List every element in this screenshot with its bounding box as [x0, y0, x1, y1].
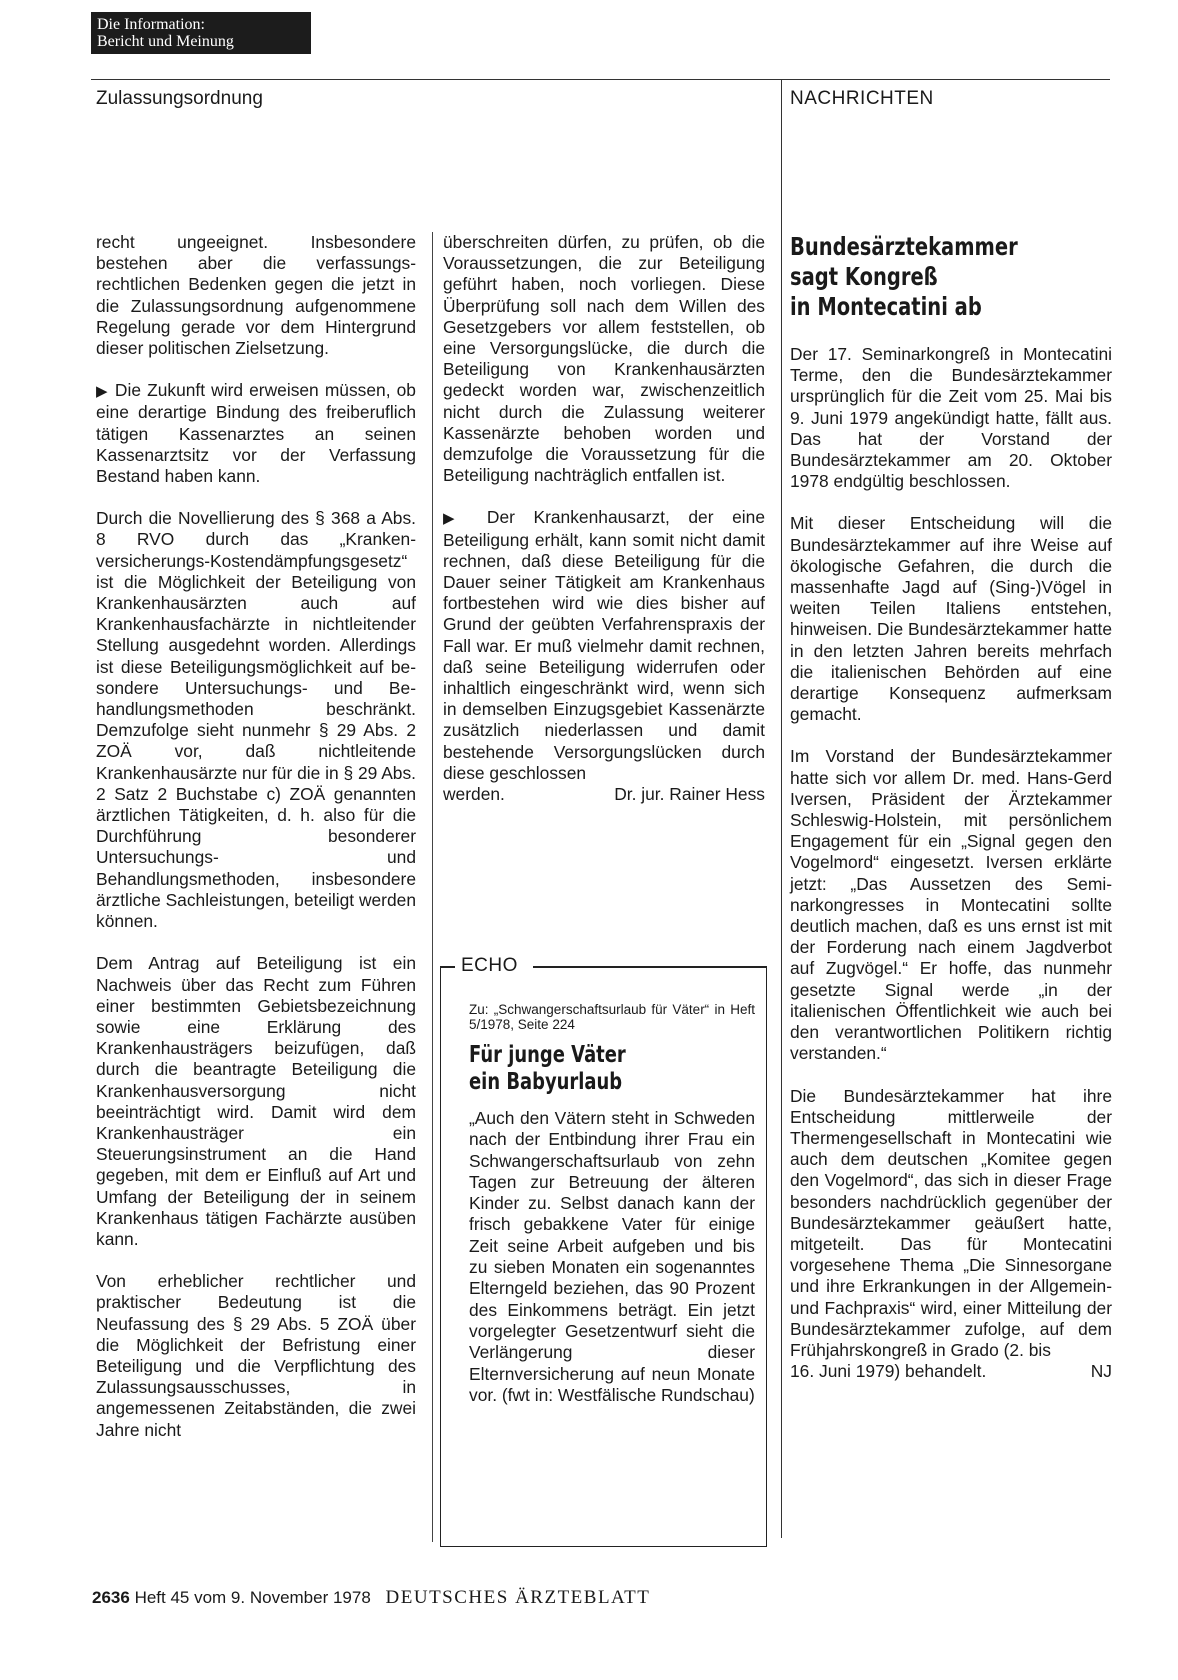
- triangle-bullet-icon: ▶: [96, 383, 109, 401]
- section-title-right: NACHRICHTEN: [790, 88, 934, 109]
- column-divider-left: [432, 232, 433, 1542]
- article-column-3: [790, 232, 1112, 1382]
- paragraph: [96, 380, 416, 487]
- column-divider-right: [781, 79, 782, 1538]
- issue-info: Heft 45 vom 9. November 1978: [134, 1588, 371, 1607]
- paragraph: Im Vorstand der Bundesärztekammer hatte sich vor allem Dr. med. Hans-Gerd Iversen, Präsident der Ärztekammer Schleswig-Holstein, mit persönlichem Engagement für ein „Signal gegen den Vogelmord“ eingesetzt. Iversen erklärte jetzt: „Das Aussetzen des Seminarkongresses in Montecatini sollte deutlich machen, daß es uns ernst ist mit der Forderung nach einem Jagdverbot auf Zugvögel.“ Er hoffe, das nunmehr gesetzte Signal werde „in der italienischen Öffentlichkeit wie auch bei den verantwortlichen Politikern richtig verstanden.“: [790, 746, 1112, 1064]
- section-title-left: Zulassungsordnung: [96, 88, 263, 109]
- last-line: werden.: [443, 784, 505, 805]
- paragraph: Von erheblicher rechtlicher und praktischer Bedeutung ist die Neufassung des § 29 Abs. 5 ZOÄ über die Möglichkeit der Befristung einer Beteiligung und die Verpflichtung des Zulassungsausschusses, in angemessenen Zeitabständen, die zwei Jahre nicht: [96, 1271, 416, 1440]
- last-line: 16. Juni 1979) behandelt.: [790, 1361, 987, 1382]
- echo-headline-line-2: ein Babyurlaub: [469, 1069, 623, 1095]
- echo-headline: [469, 1042, 750, 1096]
- paragraph: Mit dieser Entscheidung will die Bundesärztekammer auf ihre Weise auf ökologische Gefahren, die durch die massenhafte Jagd auf (Sing-)Vögel in weiten Teilen Italiens entstehen, hinweisen. Die Bundesärztekammer hatte in den letzten Jahren bereits mehrfach die italienischen Behörden auf eine derartige Konsequenz aufmerksam gemacht.: [790, 513, 1112, 725]
- echo-reference: Zu: „Schwangerschaftsurlaub für Väter“ in Heft 5/1978, Seite 224: [469, 1002, 755, 1032]
- paragraph-text: Der Krankenhausarzt, der eine Beteiligung erhält, kann somit nicht damit rechnen, daß diese Beteiligung für die Dauer seiner Tätigkeit am Krankenhaus fortbestehen wird wie dies bisher auf Grund der geübten Verfahrenspraxis der Fall war. Er muß vielmehr damit rechnen, daß seine Beteiligung widerrufen oder inhaltlich eingeschränkt wird, wenn sich in demselben Einzugsgebiet Kassenärzte zusätzlich niederlassen und damit bestehende Versorgungslücken durch diese geschlossen: [443, 507, 765, 783]
- author-line: [443, 784, 765, 805]
- closing-line: [790, 1361, 1112, 1382]
- echo-body: „Auch den Vätern steht in Schweden nach der Entbindung ihrer Frau ein Schwangerschaftsurlaub von zehn Tagen zur Betreuung der älteren Kinder zu. Selbst danach kann der frisch gebakkene Vater für einige Zeit seine Arbeit aufgeben und bis zu sieben Monaten ein sogenanntes Elterngeld beziehen, das 90 Prozent des Einkommens beträgt. Ein jetzt vorgelegter Gesetzentwurf sieht die Verlängerung dieser Elternversicherung auf neun Monate vor. (fwt in: Westfälische Rundschau): [469, 1108, 755, 1405]
- headline-line-1: Bundesärztekammer: [790, 232, 1018, 261]
- masthead-line-2: Bericht und Meinung: [97, 33, 234, 50]
- echo-border-top: [533, 966, 766, 968]
- paragraph: recht ungeeignet. Insbesondere bestehen aber die verfassungsrechtlichen Bedenken gegen die jetzt in die Zulassungsordnung aufgenommene Regelung gerade vor dem Hintergrund dieser politischen Zielsetzung.: [96, 232, 416, 359]
- article-column-1: [96, 232, 416, 1462]
- echo-label: ECHO: [461, 955, 518, 976]
- author-name: Dr. jur. Rainer Hess: [614, 784, 765, 805]
- echo-content: [469, 1002, 755, 1406]
- headline-line-3: in Montecatini ab: [790, 292, 982, 321]
- header-rule-left: [91, 79, 782, 80]
- echo-headline-line-1: Für junge Väter: [469, 1042, 626, 1068]
- paragraph: Durch die Novellierung des § 368 a Abs. 8 RVO durch das „Krankenversicherungs-Kostendämpfungsgesetz“ ist die Möglichkeit der Beteiligung von Krankenhausärzten auch auf Krankenhausfachärzte in nichtleitender Stellung ausgedehnt worden. Allerdings ist diese Beteiligungsmöglichkeit auf besondere Untersuchungs- und Behandlungsmethoden beschränkt. Demzufolge sieht nunmehr § 29 Abs. 2 ZOÄ vor, daß nichtleitende Krankenhausärzte nur für die in § 29 Abs. 2 Satz 2 Buchstabe c) ZOÄ genannten ärztlichen Tätigkeiten, d. h. also für die Durchführung besonderer Untersuchungs- und Behandlungsmethoden, insbesondere ärztliche Sachleistungen, beteiligt werden können.: [96, 508, 416, 932]
- author-initials: NJ: [1090, 1361, 1112, 1382]
- article-column-2: [443, 232, 765, 805]
- page-footer: [92, 1587, 650, 1609]
- paragraph-text: Die Zukunft wird erweisen müssen, ob eine derartige Bindung des freiberuflich tätigen Kassenarztes an seinen Kassenarztsitz vor der Verfassung Bestand haben kann.: [96, 380, 416, 487]
- masthead-line-1: Die Information:: [97, 16, 205, 33]
- paragraph: [443, 507, 765, 784]
- header-rule-right: [781, 79, 1110, 80]
- paragraph: Dem Antrag auf Beteiligung ist ein Nachweis über das Recht zum Führen einer bestimmten Gebietsbezeichnung sowie eine Erklärung des Krankenhausträgers beizufügen, daß durch die beantragte Beteiligung die Krankenhausversorgung nicht beeinträchtigt wird. Damit wird dem Krankenhausträger ein Steuerungsinstrument an die Hand gegeben, mit dem er Einfluß auf Art und Umfang der Beteiligung der in seinem Krankenhaus tätigen Fachärzte ausüben kann.: [96, 953, 416, 1249]
- page-number: 2636: [92, 1588, 130, 1607]
- headline-line-2: sagt Kongreß: [790, 262, 938, 291]
- journal-name: DEUTSCHES ÄRZTEBLATT: [385, 1587, 651, 1608]
- echo-box: [440, 955, 767, 1547]
- paragraph: Der 17. Seminarkongreß in Montecatini Terme, den die Bundesärztekammer ursprünglich für die Zeit vom 25. Mai bis 9. Juni 1979 angekündigt hatte, fällt aus. Das hat der Vorstand der Bundesärztekammer am 20. Oktober 1978 endgültig beschlossen.: [790, 344, 1112, 492]
- masthead: [91, 12, 311, 54]
- article-headline: [790, 232, 1102, 322]
- triangle-bullet-icon: ▶: [443, 510, 469, 528]
- paragraph: Die Bundesärztekammer hat ihre Entscheidung mittlerweile der Thermengesellschaft in Montecatini wie auch dem deutschen „Komitee gegen den Vogelmord“, das sich in dieser Frage besonders nachdrücklich gegenüber der Bundesärztekammer geäußert hatte, mitgeteilt. Das für Montecatini vorgesehene Thema „Die Sinnesorgane und ihre Erkrankungen in der Allgemein- und Fachpraxis“ wird, einer Mitteilung der Bundesärztekammer zufolge, auf dem Frühjahrskongreß in Grado (2. bis: [790, 1085, 1112, 1360]
- paragraph: überschreiten dürfen, zu prüfen, ob die Voraussetzungen, die zur Beteiligung geführt haben, noch vorliegen. Diese Überprüfung soll nach dem Willen des Gesetzgebers vor allem feststellen, ob eine Versorgungslücke, die durch die Beteiligung von Krankenhausärzten gedeckt worden war, zwischenzeitlich nicht durch die Zulassung weiterer Kassenärzte behoben worden und demzufolge die Voraussetzung für die Beteiligung nachträglich entfallen ist.: [443, 232, 765, 486]
- echo-border-top: [441, 966, 455, 968]
